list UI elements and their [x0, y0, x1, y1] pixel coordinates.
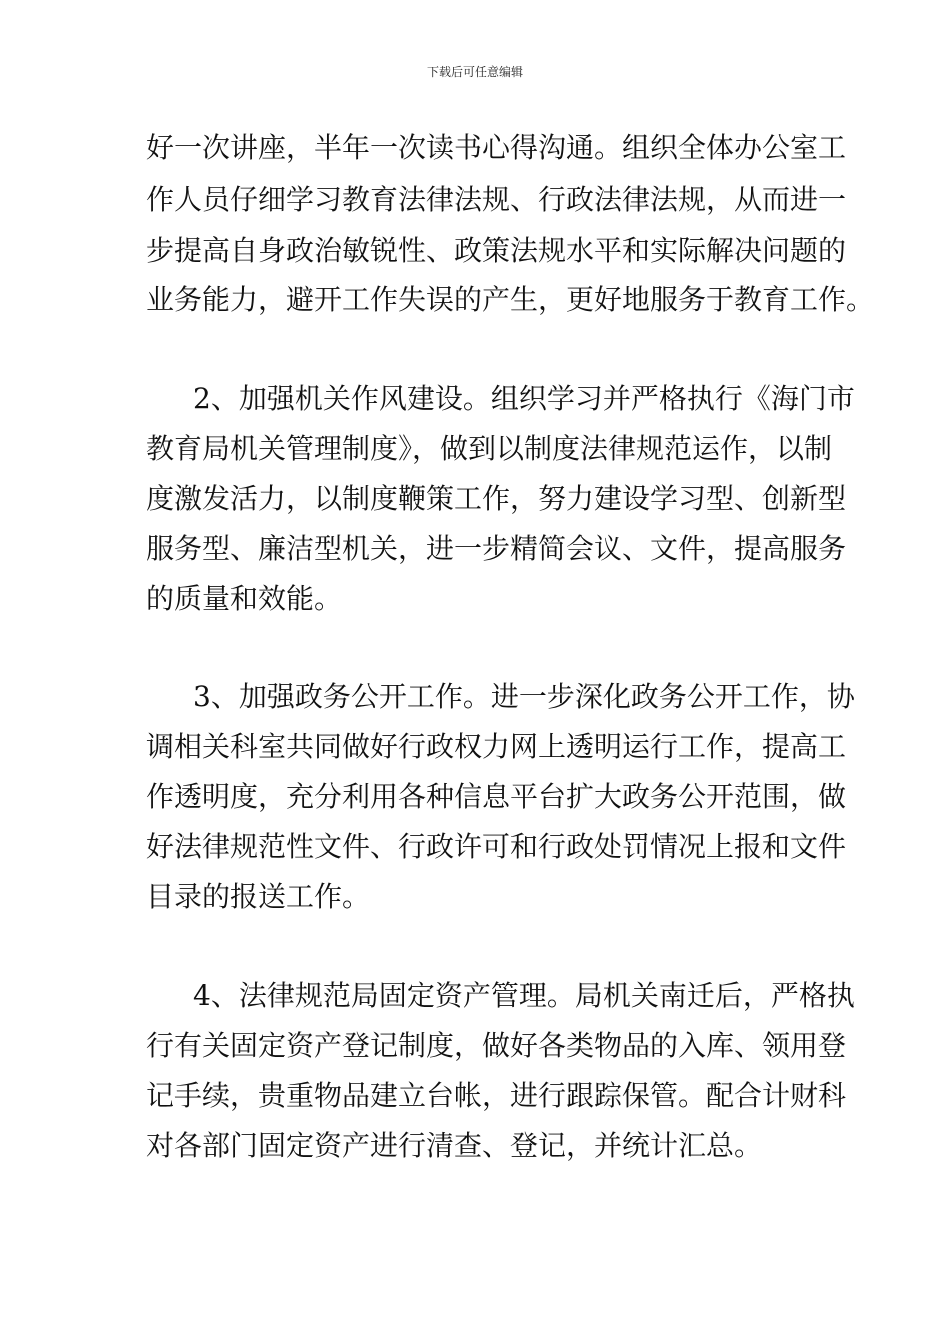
paragraph-1-line-3: 步提高自身政治敏锐性、政策法规水平和实际解决问题的 [146, 234, 847, 267]
paragraph-4-line-4: 对各部门固定资产进行清查、登记，并统计汇总。 [146, 1129, 763, 1162]
paragraph-3-line-5: 目录的报送工作。 [146, 880, 371, 913]
paragraph-3-line-2: 调相关科室共同做好行政权力网上透明运行工作，提高工 [146, 730, 847, 763]
paragraph-2-line-3: 度激发活力，以制度鞭策工作，努力建设学习型、创新型 [146, 482, 847, 515]
paragraph-1-line-4: 业务能力，避开工作失误的产生，更好地服务于教育工作。 [146, 283, 875, 316]
paragraph-2-line-5: 的质量和效能。 [146, 582, 343, 615]
paragraph-1-line-1: 好一次讲座，半年一次读书心得沟通。组织全体办公室工 [146, 131, 847, 164]
paragraph-2-line-1: 2、加强机关作风建设。组织学习并严格执行《海门市 [193, 382, 855, 415]
page-header: 下载后可任意编辑 [426, 65, 523, 79]
paragraph-1-line-2: 作人员仔细学习教育法律法规、行政法律法规，从而进一 [146, 183, 847, 216]
paragraph-4-line-3: 记手续，贵重物品建立台帐，进行跟踪保管。配合计财科 [146, 1079, 847, 1112]
paragraph-3-line-4: 好法律规范性文件、行政许可和行政处罚情况上报和文件 [146, 830, 847, 863]
paragraph-2-line-4: 服务型、廉洁型机关，进一步精简会议、文件，提高服务 [146, 532, 847, 565]
paragraph-2-line-2: 教育局机关管理制度》，做到以制度法律规范运作，以制 [146, 432, 833, 465]
paragraph-4-line-2: 行有关固定资产登记制度，做好各类物品的入库、领用登 [146, 1029, 847, 1062]
paragraph-3-line-3: 作透明度，充分利用各种信息平台扩大政务公开范围，做 [146, 780, 847, 813]
paragraph-3-line-1: 3、加强政务公开工作。进一步深化政务公开工作，协 [193, 680, 855, 713]
paragraph-4-line-1: 4、法律规范局固定资产管理。局机关南迁后，严格执 [193, 979, 855, 1012]
